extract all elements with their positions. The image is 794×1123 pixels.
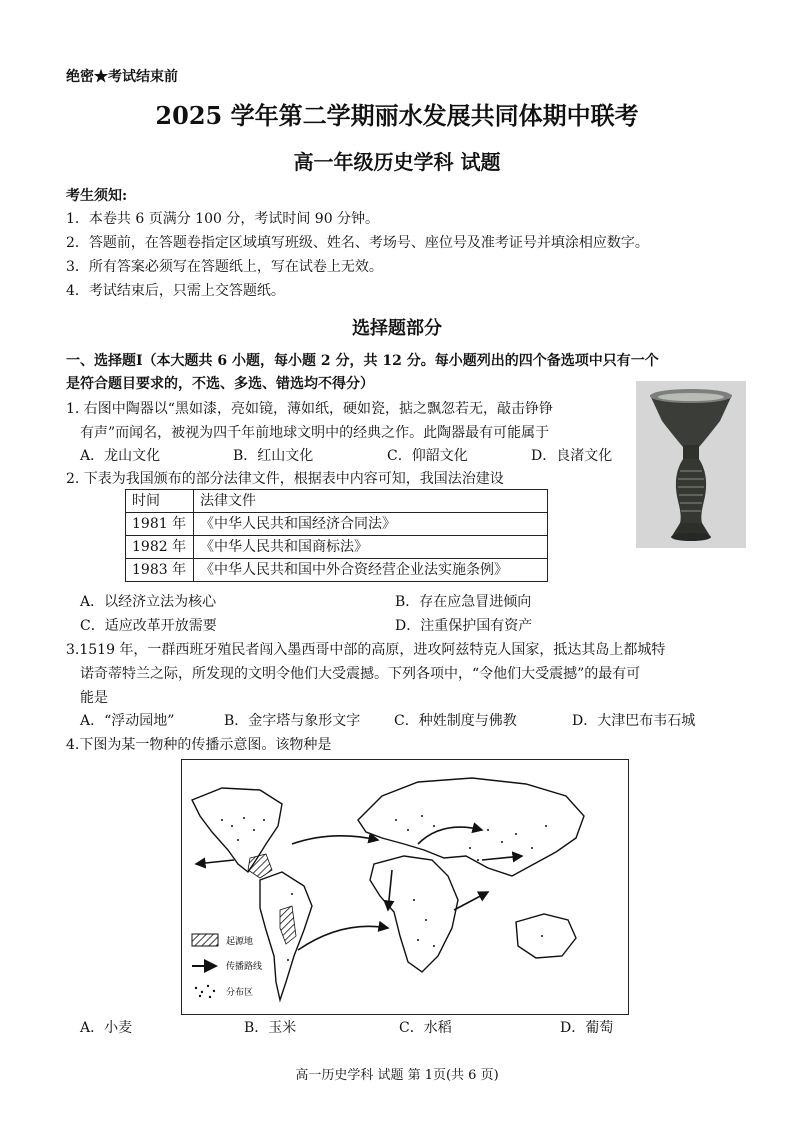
q3-option-a: A．“浮动园地” (80, 713, 175, 729)
q4-option-a: A．小麦 (80, 1020, 133, 1036)
table-cell: 《中华人民共和国商标法》 (194, 536, 548, 559)
q3-option-d: D．大津巴布韦石城 (572, 713, 696, 729)
notice-heading: 考生须知: (66, 188, 128, 204)
q4-option-d: D．葡萄 (560, 1020, 614, 1036)
table-row (126, 513, 548, 536)
species-spread-map (181, 759, 629, 1015)
q1-option-d: D．良渚文化 (531, 448, 613, 464)
secret-label: 绝密★考试结束前 (66, 69, 178, 85)
table-cell: 《中华人民共和国中外合资经营企业法实施条例》 (194, 559, 548, 582)
black-pottery-cup-image (636, 381, 746, 548)
table-cell: 1981 年 (126, 513, 194, 536)
q2-option-d: D．注重保护国有资产 (395, 618, 533, 634)
notice-item: 4．考试结束后，只需上交答题纸。 (66, 283, 285, 299)
legend-origin: 起源地 (226, 937, 254, 947)
table-header-cell: 时间 (126, 490, 194, 513)
table-cell: 1983 年 (126, 559, 194, 582)
q1-option-b: B．红山文化 (233, 448, 314, 464)
legend-distribution: 分布区 (226, 988, 254, 998)
q1-stem: 1. 右图中陶器以“黑如漆，亮如镜，薄如纸，硬如瓷，掂之飘忽若无，敲击铮铮 (66, 401, 553, 417)
q4-option-b: B．玉米 (244, 1020, 297, 1036)
q2-option-c: C．适应改革开放需要 (80, 618, 217, 634)
q2-stem: 2. 下表为我国颁布的部分法律文件，根据表中内容可知，我国法治建设 (66, 471, 504, 487)
law-table (125, 489, 548, 582)
table-cell: 1982 年 (126, 536, 194, 559)
notice-item: 1．本卷共 6 页满分 100 分，考试时间 90 分钟。 (66, 211, 380, 227)
q4-option-c: C．水稻 (399, 1020, 452, 1036)
table-header-row (126, 490, 548, 513)
q2-option-a: A．以经济立法为核心 (80, 594, 217, 610)
q3-stem: 诺奇蒂特兰之际，所发现的文明令他们大受震撼。下列各项中，“令他们大受震撼”的最有可 (80, 666, 641, 682)
exam-title: 2025 学年第二学期丽水发展共同体期中联考 (155, 101, 639, 130)
table-header-cell: 法律文件 (194, 490, 548, 513)
q2-option-b: B．存在应急冒进倾向 (395, 594, 532, 610)
q3-stem: 能是 (80, 690, 108, 706)
q3-stem: 3.1519 年，一群西班牙殖民者闯入墨西哥中部的高原，进攻阿兹特克人国家，抵达其岛上都城特 (66, 642, 666, 658)
q4-stem: 4.下图为某一物种的传播示意图。该物种是 (66, 737, 332, 753)
part-instruction: 一、选择题Ⅰ（本大题共 6 小题，每小题 2 分，共 12 分。每小题列出的四个备选项中只有一个 (66, 353, 659, 369)
table-row (126, 559, 548, 582)
part-instruction: 是符合题目要求的，不选、多选、错选均不得分） (66, 376, 374, 392)
notice-item: 2．答题前，在答题卷指定区域填写班级、姓名、考场号、座位号及准考证号并填涂相应数字。 (66, 235, 649, 251)
q1-option-c: C．仰韶文化 (387, 448, 468, 464)
section-title: 选择题部分 (352, 318, 442, 339)
page-footer: 高一历史学科 试题 第 1页(共 6 页) (295, 1068, 499, 1083)
q1-stem: 有声”而闻名，被视为四千年前地球文明中的经典之作。此陶器最有可能属于 (80, 425, 550, 441)
notice-item: 3．所有答案必须写在答题纸上，写在试卷上无效。 (66, 259, 383, 275)
legend-route: 传播路线 (226, 962, 263, 972)
table-cell: 《中华人民共和国经济合同法》 (194, 513, 548, 536)
q1-option-a: A．龙山文化 (80, 448, 161, 464)
exam-subtitle: 高一年级历史学科 试题 (293, 150, 501, 174)
table-row (126, 536, 548, 559)
q3-option-b: B．金字塔与象形文字 (224, 713, 361, 729)
q3-option-c: C．种姓制度与佛教 (394, 713, 517, 729)
